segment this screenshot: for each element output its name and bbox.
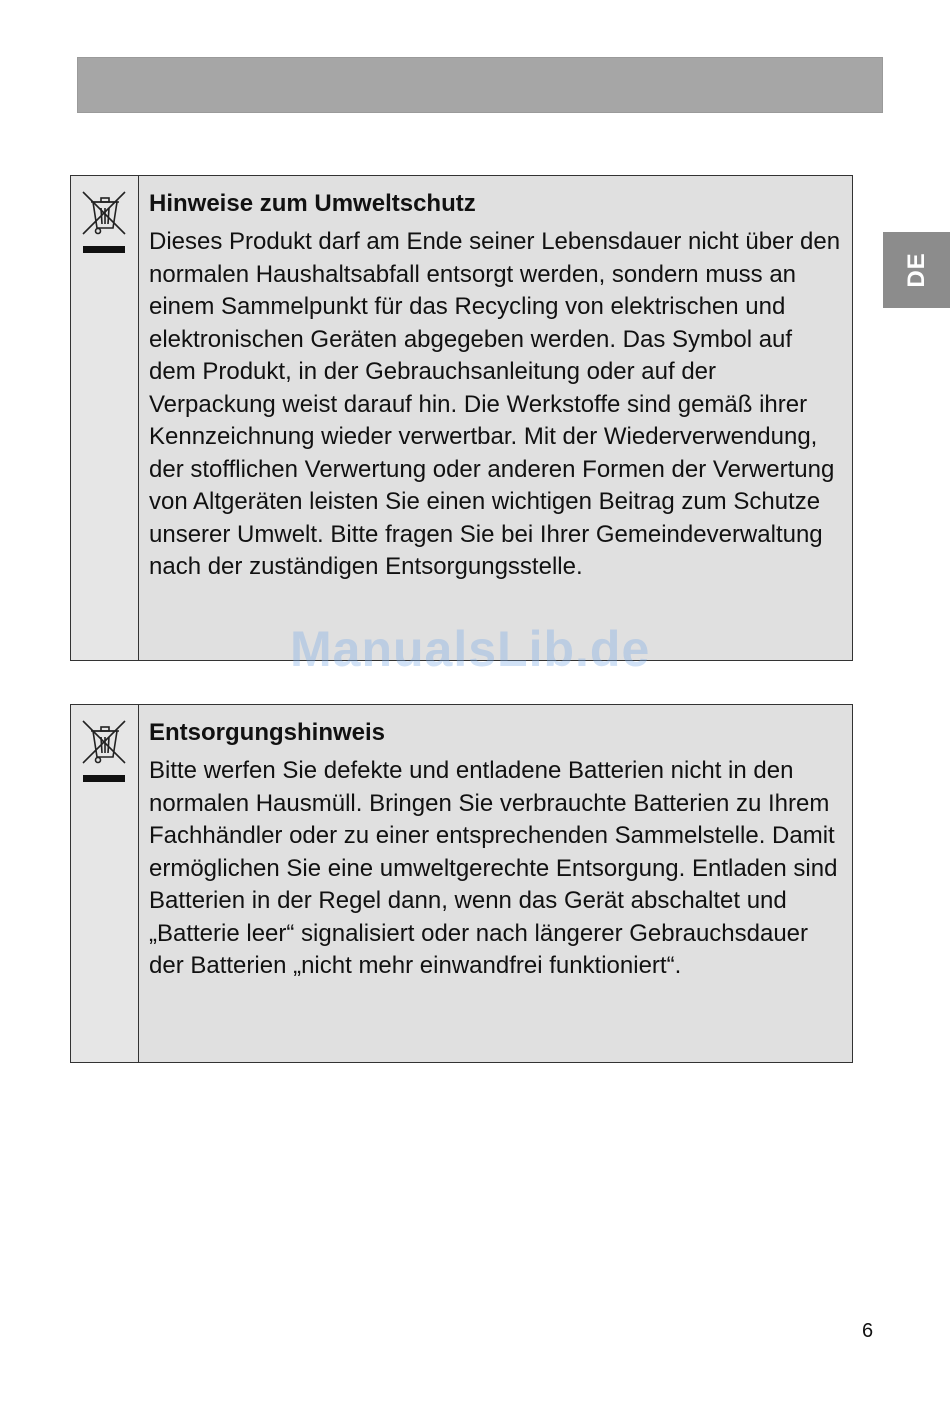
crossed-out-wheelie-bin-icon	[81, 190, 129, 254]
header-bar	[77, 57, 883, 113]
battery-notice-body: Bitte werfen Sie defekte und entladene Batterien nicht in den normalen Hausmüll. Bringen Sie verbrauchte Batterien zu Ihrem Fachhändler oder zu einer entsprechenden Sammelstelle. Damit ermöglichen Sie eine umweltgerechte Entsorgung. Entladen sind Batterien in der Regel dann, wenn das Gerät abschaltet und „Batterie leer“ signalisiert oder nach längerer Gebrauchsdauer der Batterien „nicht mehr einwandfrei funktioniert“.	[149, 757, 838, 979]
page-number: 6	[862, 1320, 874, 1342]
icon-column	[71, 176, 139, 660]
environment-notice-title: Hinweise zum Umweltschutz	[149, 190, 476, 217]
battery-notice-title: Entsorgungshinweis	[149, 719, 386, 746]
battery-notice-box	[70, 704, 853, 1063]
icon-column	[71, 705, 139, 1062]
language-tab	[883, 232, 950, 308]
crossed-out-wheelie-bin-icon	[81, 719, 129, 783]
language-tab-label: DE	[902, 252, 930, 288]
environment-notice-box	[70, 175, 853, 661]
environment-notice-body: Dieses Produkt darf am Ende seiner Lebensdauer nicht über den normalen Haushaltsabfall entsorgt werden, sondern muss an einem Sammelpunkt für das Recycling von elektrischen und elektronischen Geräten abgegeben werden. Das Symbol auf dem Produkt, in der Gebrauchsanleitung oder auf der Verpackung weist darauf hin. Die Werkstoffe sind gemäß ihrer Kennzeichnung wieder verwertbar. Mit der Wiederverwendung, der stofflichen Verwertung oder anderen Formen der Verwertung von Altgeräten leisten Sie einen wichtigen Beitrag zum Schutze unserer Umwelt. Bitte fragen Sie bei Ihrer Gemeindeverwaltung nach der zuständigen Entsorgungsstelle.	[149, 228, 841, 580]
watermark: ManualsLib.de	[290, 621, 651, 677]
notice-text	[139, 705, 852, 1062]
notice-text	[139, 176, 852, 660]
